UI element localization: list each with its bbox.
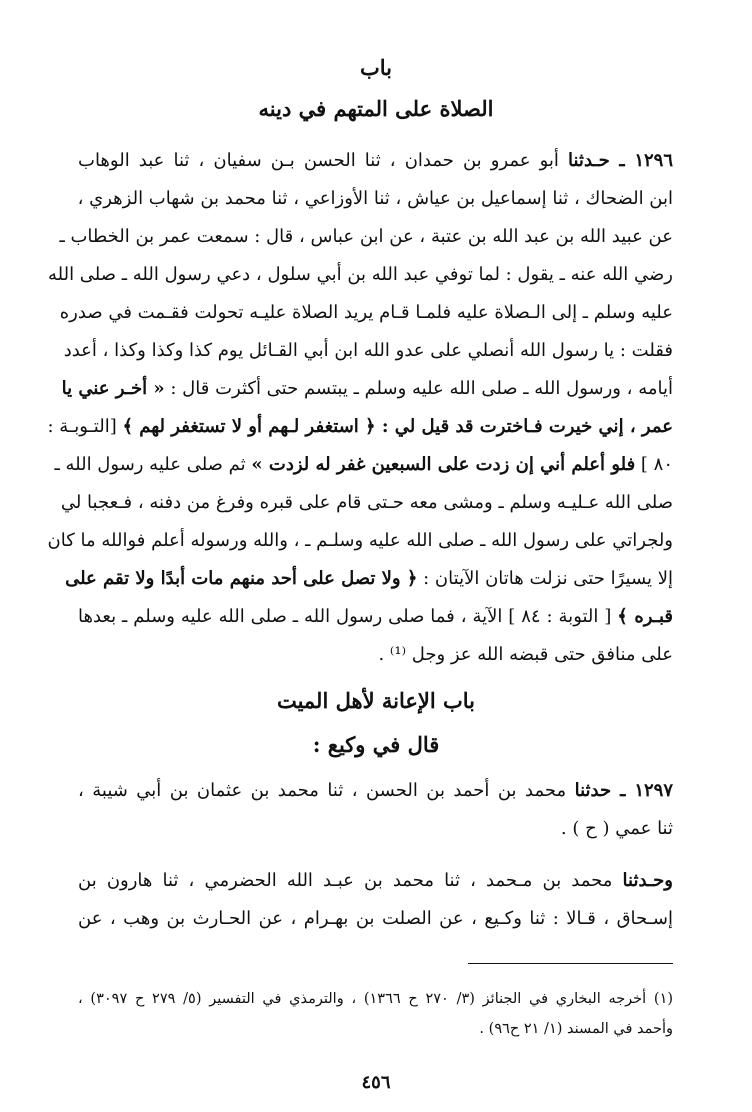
footnote-line: (١) أخرجه البخاري في الجنائز (٣/ ٢٧٠ ح ١٣٦٦) ، والترمذي في التفسير (٥/ ٢٧٩ ح ٣٠٩٧) ، [78, 991, 674, 1007]
hadith-1297-line: ثنا عمي ( ح ) . [560, 818, 673, 839]
line-text: محمد بن أحمد بن الحسن ، ثنا محمد بن عثمان بن أبي شيبة ، [78, 780, 575, 801]
hadith-1296-line: ولجراتي على رسول الله ـ صلى الله عليه وسلـم ـ ، والله ورسوله أعلم فوالله ما كان [47, 530, 673, 551]
line-text: أيامه ، ورسول الله ـ صلى الله عليه وسلم ـ يبتسم حتى أكثرت قال : [164, 378, 673, 399]
narration-start: وحـدثنا [622, 870, 673, 891]
page-number: ٤٥٦ [361, 1072, 391, 1093]
prophetic-saying: عمر ، إني خيرت فـاخترت قد قيل لي : ﴿ استغفر لـهم أو لا تستغفر لهم ﴾ [122, 416, 673, 437]
hadith-1296-line: ابن الضحاك ، ثنا إسماعيل بن عياش ، ثنا الأوزاعي ، ثنا محمد بن شهاب الزهري ، [77, 188, 673, 209]
section2-title: باب الإعانة لأهل الميت [276, 688, 476, 713]
prophetic-saying: فلو أعلم أني إن زدت على السبعين غفر له لزدت » [251, 454, 636, 475]
line-text: [التـوبـة : [47, 416, 123, 437]
hadith-1297-line: إسـحاق ، قـالا : ثنا وكـيع ، عن الصلت بن بهـرام ، عن الحـارث بن وهب ، عن [78, 908, 673, 929]
quran-verse: قبـره ﴾ [617, 606, 673, 627]
hadith-1297-line [78, 782, 673, 800]
hadith-1296-line [78, 152, 673, 170]
hadith-1296-line: على منافق حتى قبضه الله عز وجل ⁽¹⁾ . [378, 644, 673, 665]
hadith-1296-line: عليه وسلم ـ إلى الـصلاة عليه فلمـا قـام يريد الصلاة عليـه تحولت فقـمت في صدره [59, 302, 673, 323]
hadith-1296-line [54, 454, 673, 475]
line-text: أبو عمرو بن حمدان ، ثنا الحسن بـن سفيان ، ثنا عبد الوهاب [78, 150, 569, 171]
hadith-1297-line [78, 872, 673, 890]
line-text: محمد بن مـحمد ، ثنا محمد بن عبـد الله الحضرمي ، ثنا هارون بن [78, 870, 623, 891]
hadith-1296-line: رضي الله عنه ـ يقول : لما توفي عبد الله بن أبي سلول ، دعي رسول الله ـ صلى الله [47, 264, 673, 285]
line-text: [ التوبة : ٨٤ ] الآية ، فما صلى رسول الله ـ صلى الله عليه وسلم ـ بعدها [78, 606, 618, 627]
hadith-1296-line [78, 608, 673, 626]
footnote-separator [468, 963, 673, 964]
hadith-number: ١٢٩٧ ـ حدثنا [574, 780, 674, 801]
hadith-1296-line: عن عبيد الله بن عبد الله بن عتبة ، عن ابن عباس ، قال : سمعت عمر بن الخطاب ـ [59, 226, 673, 247]
chapter-heading: باب [359, 55, 392, 80]
hadith-1296-line [65, 568, 673, 589]
line-text: ٨٠ ] [635, 454, 673, 475]
quran-verse: ﴿ ولا تصل على أحد منهم مات أبدًا ولا تقم على [65, 568, 418, 589]
hadith-1296-line [47, 416, 673, 437]
hadith-1296-line: صلى الله عـليـه وسلم ـ ومشى معه حـتى قام على قبره وفرغ من دفنه ، فـعجبا لي [60, 492, 673, 513]
section-title: الصلاة على المتهم في دينه [258, 96, 494, 121]
line-text: إلا يسيرًا حتى نزلت هاتان الآيتان : [417, 568, 673, 589]
hadith-number: ١٢٩٦ ـ حـدثنا [568, 150, 673, 171]
section2-subtitle: قال في وكيع : [312, 732, 440, 757]
prophetic-saying: « أخـر عني يا [61, 378, 165, 399]
hadith-1296-line: فقلت : يا رسول الله أنصلي على عدو الله ابن أبي القـائل يوم كذا وكذا وكذا ، أعدد [63, 340, 673, 361]
hadith-1296-line [61, 378, 673, 399]
footnote-line: وأحمد في المسند (١/ ٢١ ح٩٦) . [479, 1021, 673, 1037]
line-text: ثم صلى عليه رسول الله ـ [54, 454, 252, 475]
